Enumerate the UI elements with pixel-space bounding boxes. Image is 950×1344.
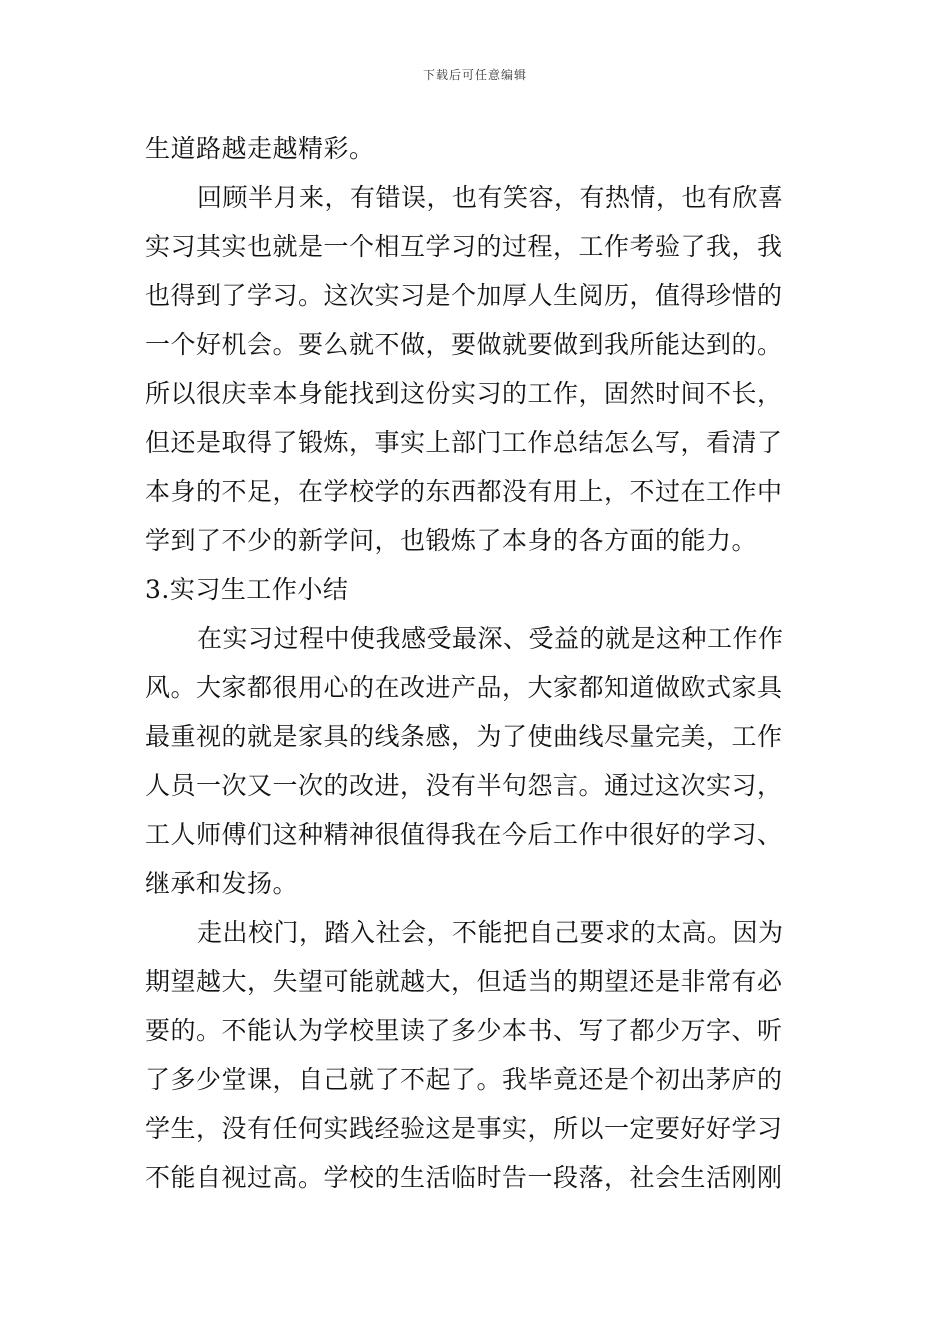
text-line: 最重视的就是家具的线条感，为了使曲线尽量完美，工作 [145, 722, 783, 751]
text-line: 生道路越走越精彩。 [145, 134, 375, 163]
document-body [145, 124, 815, 1202]
text-line: 人员一次又一次的改进，没有半句怨言。通过这次实习， [145, 771, 783, 800]
text-line: 本身的不足，在学校学的东西都没有用上，不过在工作中 [145, 477, 783, 506]
text-line: 也得到了学习。这次实习是个加厚人生阅历，值得珍惜的 [145, 281, 783, 310]
text-line: 回顾半月来，有错误，也有笑容，有热情，也有欣喜 [197, 183, 784, 212]
text-line: 继承和发扬。 [145, 869, 299, 898]
text-line: 了多少堂课，自己就了不起了。我毕竟还是个初出茅庐的 [145, 1065, 783, 1094]
text-line: 在实习过程中使我感受最深、受益的就是这种工作作 [197, 624, 784, 653]
page-header: 下载后可任意编辑 [422, 68, 527, 82]
text-line: 但还是取得了锻炼，事实上部门工作总结怎么写，看清了 [145, 428, 783, 457]
text-line: 工人师傅们这种精神很值得我在今后工作中很好的学习、 [145, 820, 783, 849]
text-line: 期望越大，失望可能就越大，但适当的期望还是非常有必 [145, 967, 783, 996]
text-line: 一个好机会。要么就不做，要做就要做到我所能达到的。 [145, 330, 783, 359]
text-line: 学到了不少的新学问，也锻炼了本身的各方面的能力。 [145, 526, 758, 555]
text-line: 走出校门，踏入社会，不能把自己要求的太高。因为 [197, 918, 784, 947]
text-line: 实习其实也就是一个相互学习的过程，工作考验了我，我 [145, 232, 783, 261]
text-line: 要的。不能认为学校里读了多少本书、写了都少万字、听 [145, 1016, 783, 1045]
text-line: 3.实习生工作小结 [145, 575, 349, 604]
text-line: 所以很庆幸本身能找到这份实习的工作，固然时间不长， [145, 379, 783, 408]
text-line: 风。大家都很用心的在改进产品，大家都知道做欧式家具 [145, 673, 783, 702]
text-line: 学生，没有任何实践经验这是事实，所以一定要好好学习 [145, 1114, 783, 1143]
text-line: 不能自视过高。学校的生活临时告一段落，社会生活刚刚 [145, 1163, 783, 1192]
